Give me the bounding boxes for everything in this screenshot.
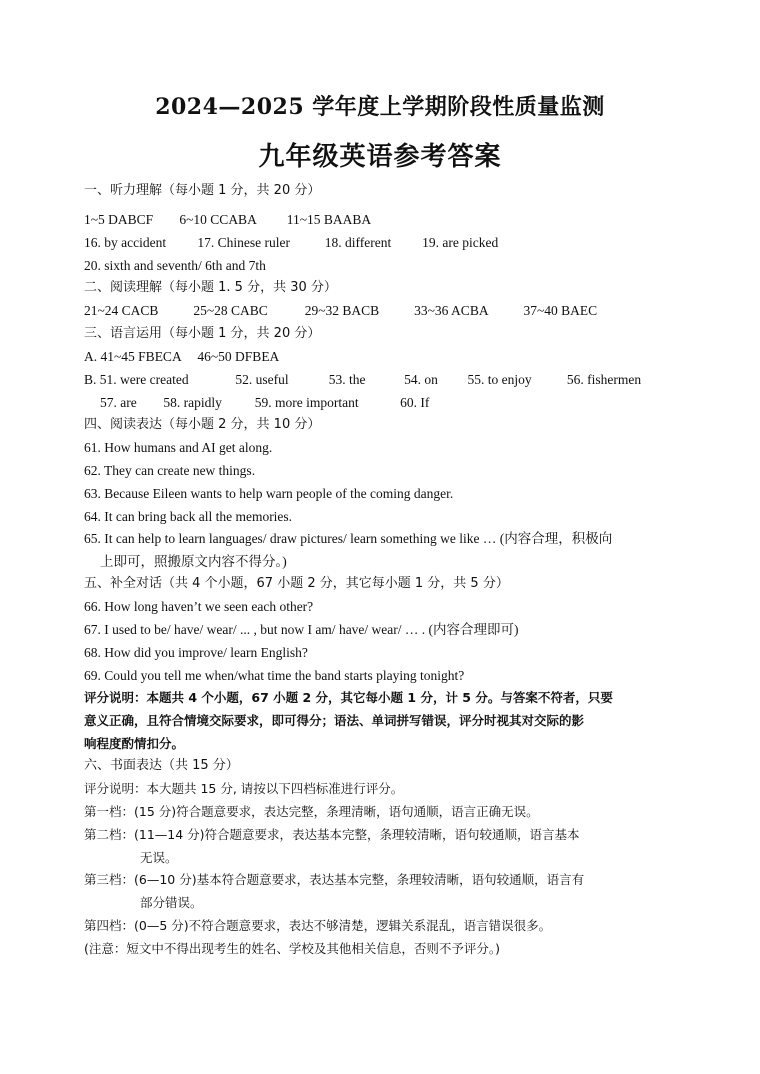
scoring-note: 响程度酌情扣分。 [84,736,185,751]
answer-item: 65. It can help to learn languages/ draw pictures/ learn something we like … (内容合理，积极向 [84,531,613,546]
answer-item: 59. more important [254,395,359,410]
scoring-tier-continued: 无误。 [140,850,178,865]
scoring-tier: 第二档：(11—14 分)符合题意要求，表达基本完整，条理较清晰，语句较通顺，语言基本 [84,827,580,842]
answer-item: 54. on [404,372,438,387]
answer-item: 60. If [400,395,430,410]
answer-group: 37~40 BAEC [523,303,598,318]
section-3-row-b1 [84,371,641,389]
answer-group: 21~24 CACB [84,303,159,318]
answer-item: 55. to enjoy [467,372,532,387]
answer-item: 17. Chinese ruler [197,235,290,250]
answer-group: 6~10 CCABA [179,212,257,227]
section-1-heading: 一、听力理解（每小题 1 分，共 20 分） [84,183,321,198]
scoring-intro: 评分说明：本大题共 15 分, 请按以下四档标准进行评分。 [84,781,404,796]
scoring-tier-continued: 部分错误。 [140,895,203,910]
section-3-row-a [84,348,279,366]
answer-item: 52. useful [235,372,289,387]
answer-item: B. 51. were created [84,372,189,387]
exam-title: 2024—2025 学年度上学期阶段性质量监测 [155,94,605,120]
scoring-tier: 第三档：(6—10 分)基本符合题意要求，表达基本完整，条理较清晰，语句较通顺，语言有 [84,872,585,887]
scoring-tier: 第一档：(15 分)符合题意要求，表达完整，条理清晰，语句通顺，语言正确无误。 [84,804,539,819]
section-1-row-1 [84,211,371,229]
scoring-note: 意义正确，且符合情境交际要求，即可得分；语法、单词拼写错误，评分时视其对交际的影 [84,713,585,728]
section-2-row [84,302,597,320]
answer-item-continued: 上即可，照搬原文内容不得分。) [100,554,287,569]
answer-item: 67. I used to be/ have/ wear/ ... , but now I am/ have/ wear/ … . (内容合理即可) [84,622,519,637]
answer-group: A. 41~45 FBECA [84,349,182,364]
answer-item: 19. are picked [422,235,499,250]
answer-group: 1~5 DABCF [84,212,154,227]
answer-item: 20. sixth and seventh/ 6th and 7th [84,258,266,273]
section-5-heading: 五、补全对话（共 4 个小题，67 小题 2 分，其它每小题 1 分，共 5 分） [84,576,509,591]
section-3-row-b2 [100,394,429,412]
answer-group: 29~32 BACB [304,303,380,318]
answer-group: 25~28 CABC [193,303,268,318]
answer-item: 18. different [324,235,392,250]
section-4-heading: 四、阅读表达（每小题 2 分，共 10 分） [84,417,321,432]
answer-group: 11~15 BAABA [286,212,372,227]
answer-item: 58. rapidly [163,395,222,410]
section-2-heading: 二、阅读理解（每小题 1. 5 分，共 30 分） [84,280,337,295]
answer-group: 46~50 DFBEA [197,349,280,364]
answer-item: 57. are [100,395,137,410]
answer-item: 69. Could you tell me when/what time the band starts playing tonight? [84,668,465,683]
notice: (注意：短文中不得出现考生的姓名、学校及其他相关信息，否则不予评分。) [84,941,501,956]
answer-item: 53. the [328,372,366,387]
scoring-note: 评分说明：本题共 4 个小题，67 小题 2 分，其它每小题 1 分，计 5 分。与答案不符者，只要 [84,690,613,705]
answer-item: 16. by accident [84,235,167,250]
answer-item: 68. How did you improve/ learn English? [84,645,308,660]
answer-key-title: 九年级英语参考答案 [258,142,502,172]
answer-item: 62. They can create new things. [84,463,256,478]
answer-item: 63. Because Eileen wants to help warn people of the coming danger. [84,486,454,501]
answer-item: 56. fishermen [566,372,642,387]
answer-item: 61. How humans and AI get along. [84,440,273,455]
section-3-heading: 三、语言运用（每小题 1 分，共 20 分） [84,326,321,341]
scoring-tier: 第四档：(0—5 分)不符合题意要求，表达不够清楚，逻辑关系混乱，语言错误很多。 [84,918,552,933]
answer-item: 64. It can bring back all the memories. [84,509,293,524]
section-6-heading: 六、书面表达（共 15 分） [84,758,239,773]
answer-group: 33~36 ACBA [414,303,489,318]
answer-item: 66. How long haven’t we seen each other? [84,599,314,614]
section-1-row-2 [84,234,498,252]
